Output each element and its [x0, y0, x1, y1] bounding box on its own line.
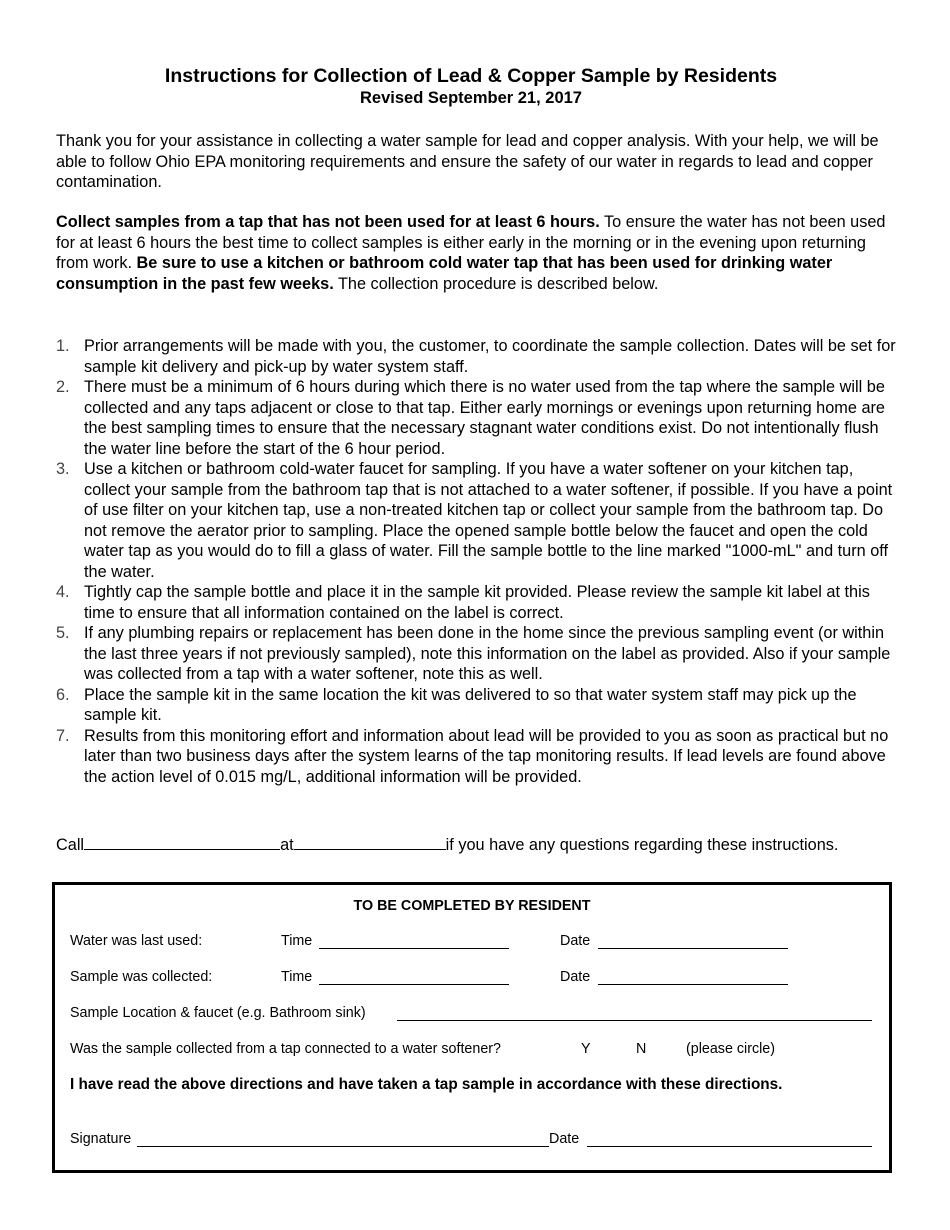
signature-label: Signature — [70, 1131, 132, 1147]
step-text: Results from this monitoring effort and information about lead will be provided to you as soon as practical but no later than two business days after the system learns of the tap monitoring results. If lead levels are found above the action level of 0.015 mg/L, additional information will be provided. — [84, 726, 889, 786]
procedure-step — [56, 623, 896, 685]
step-number: 5. — [56, 624, 70, 642]
procedure-step — [56, 685, 896, 726]
step-text: There must be a minimum of 6 hours during which there is no water used from the tap where the sample will be collected and any taps adjacent or close to that tap. Either early mornings or evenings upon returning home are the best sampling times to ensure that the necessary stagnant water conditions exist. Do not intentionally flush the water line before the start of the 6 hour period. — [84, 378, 885, 458]
step-number: 6. — [56, 685, 70, 704]
last-used-time-field[interactable] — [319, 948, 509, 949]
collected-date-label: Date — [560, 969, 591, 985]
collected-date-field[interactable] — [598, 984, 788, 985]
certification-statement: I have read the above directions and have taken a tap sample in accordance with these directions. — [70, 1076, 783, 1093]
collect-emphasis-1: Collect samples from a tap that has not been used for at least 6 hours. — [56, 213, 600, 231]
step-text: Use a kitchen or bathroom cold-water faucet for sampling. If you have a water softener on your kitchen tap, collect your sample from the bathroom tap that is not attached to a water softener, if possible. If you have a point of use filter on your kitchen tap, use a non-treated kitchen tap or collect your sample from the bathroom tap. Do not remove the aerator prior to sampling. Place the opened sample bottle below the faucet and open the cold water tap as you would do to fill a glass of water. Fill the sample bottle to the line marked "1000-mL" and turn off the water. — [84, 460, 893, 581]
last-used-date-label: Date — [560, 933, 591, 949]
step-text: If any plumbing repairs or replacement has been done in the home since the previous sampling event (or within the last three years if not previously sampled), note this information on the label as provided. Also if your sample was collected from a tap with a water softener, note this as well. — [84, 624, 891, 683]
contact-line — [56, 835, 896, 855]
intro-paragraph: Thank you for your assistance in collecting a water sample for lead and copper analysis. With your help, we will be able to follow Ohio EPA monitoring requirements and ensure the safety of our water in regards to lead and copper contamination. — [56, 132, 879, 191]
resident-form — [52, 882, 892, 1173]
form-title: TO BE COMPLETED BY RESIDENT — [353, 898, 591, 914]
procedure-list — [56, 336, 896, 787]
signature-date-field[interactable] — [587, 1146, 872, 1147]
collected-time-label: Time — [281, 969, 313, 985]
collect-emphasis-2: Be sure to use a kitchen or bathroom cold water tap that has been used for drinking water consumption in the past few weeks. — [56, 254, 833, 293]
location-field[interactable] — [397, 1020, 872, 1021]
procedure-step — [56, 459, 896, 582]
step-number: 7. — [56, 726, 70, 745]
collected-time-field[interactable] — [319, 984, 509, 985]
contact-phone-field[interactable] — [294, 835, 446, 850]
collected-label: Sample was collected: — [70, 969, 213, 985]
last-used-time-label: Time — [281, 933, 313, 949]
revision-date: Revised September 21, 2017 — [360, 89, 582, 107]
contact-name-field[interactable] — [84, 835, 280, 850]
last-used-label: Water was last used: — [70, 933, 203, 949]
signature-field[interactable] — [137, 1146, 549, 1147]
call-label: Call — [56, 836, 85, 854]
step-text: Prior arrangements will be made with you, the customer, to coordinate the sample collection. Dates will be set for sample kit delivery and pick-up by water system staff. — [84, 337, 896, 376]
signature-date-label: Date — [549, 1131, 580, 1147]
collect-text-2: The collection procedure is described below. — [333, 274, 659, 293]
location-label: Sample Location & faucet (e.g. Bathroom sink) — [70, 1005, 366, 1021]
step-text: Tightly cap the sample bottle and place it in the sample kit provided. Please review the sample kit label at this time to ensure that all information contained on the label is correct. — [84, 583, 870, 622]
procedure-step — [56, 726, 896, 788]
softener-no-option[interactable]: N — [636, 1041, 647, 1057]
last-used-date-field[interactable] — [598, 948, 788, 949]
procedure-step — [56, 377, 896, 459]
at-label: at — [280, 836, 294, 854]
procedure-step — [56, 582, 896, 623]
procedure-step — [56, 336, 896, 377]
step-number: 4. — [56, 583, 70, 601]
step-number: 2. — [56, 378, 70, 396]
softener-yes-option[interactable]: Y — [581, 1041, 591, 1057]
questions-label: if you have any questions regarding these instructions. — [445, 836, 839, 854]
page-title: Instructions for Collection of Lead & Copper Sample by Residents — [164, 65, 778, 87]
circle-instruction: (please circle) — [686, 1041, 775, 1057]
step-number: 1. — [56, 337, 70, 355]
step-text: Place the sample kit in the same location the kit was delivered to so that water system staff may pick up the sample kit. — [84, 685, 857, 724]
collect-text-1: To ensure the water has not been used for at least 6 hours the best time to collect samples is either early in the morning or in the evening upon returning from work. — [56, 213, 886, 272]
collection-paragraph — [56, 212, 896, 294]
step-number: 3. — [56, 460, 70, 478]
softener-question: Was the sample collected from a tap connected to a water softener? — [70, 1041, 501, 1057]
